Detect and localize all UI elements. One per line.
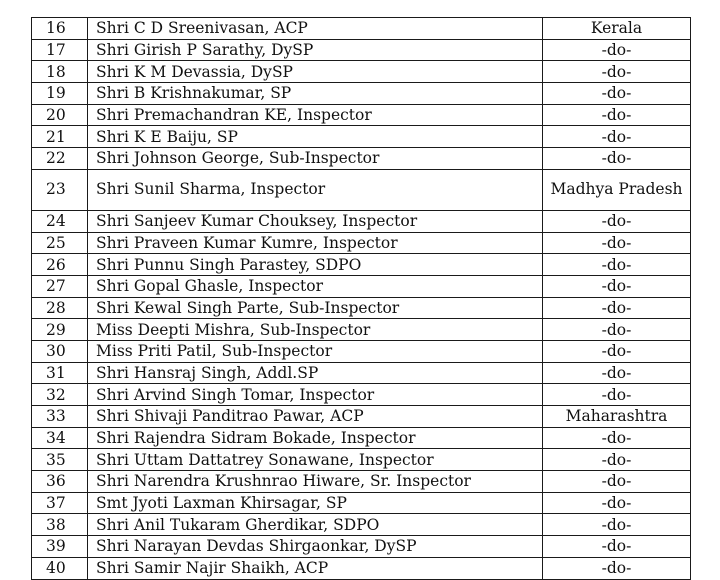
state-cell: -do- bbox=[543, 61, 691, 83]
officer-name-cell: Shri K M Devassia, DySP bbox=[88, 61, 543, 83]
officer-name-cell: Shri C D Sreenivasan, ACP bbox=[88, 18, 543, 40]
state-cell: Maharashtra bbox=[543, 406, 691, 428]
state-cell: -do- bbox=[543, 104, 691, 126]
state-cell: -do- bbox=[543, 254, 691, 276]
table-row bbox=[32, 471, 691, 493]
state-cell: -do- bbox=[543, 319, 691, 341]
table-row bbox=[32, 557, 691, 579]
state-cell: Madhya Pradesh bbox=[543, 169, 691, 210]
serial-number-cell: 21 bbox=[32, 126, 88, 148]
serial-number-cell: 33 bbox=[32, 406, 88, 428]
officer-name-cell: Shri Rajendra Sidram Bokade, Inspector bbox=[88, 427, 543, 449]
state-cell: -do- bbox=[543, 39, 691, 61]
officer-name-cell: Shri Praveen Kumar Kumre, Inspector bbox=[88, 232, 543, 254]
table-row bbox=[32, 169, 691, 210]
table-row bbox=[32, 362, 691, 384]
state-cell: -do- bbox=[543, 492, 691, 514]
state-cell: -do- bbox=[543, 471, 691, 493]
officer-name-cell: Shri Uttam Dattatrey Sonawane, Inspector bbox=[88, 449, 543, 471]
serial-number-cell: 28 bbox=[32, 297, 88, 319]
serial-number-cell: 17 bbox=[32, 39, 88, 61]
officer-name-cell: Shri Anil Tukaram Gherdikar, SDPO bbox=[88, 514, 543, 536]
officer-name-cell: Miss Deepti Mishra, Sub-Inspector bbox=[88, 319, 543, 341]
table-row bbox=[32, 104, 691, 126]
serial-number-cell: 37 bbox=[32, 492, 88, 514]
officer-name-cell: Shri Narendra Krushnrao Hiware, Sr. Inspector bbox=[88, 471, 543, 493]
table-body bbox=[32, 18, 691, 580]
serial-number-cell: 39 bbox=[32, 536, 88, 558]
state-cell: -do- bbox=[543, 384, 691, 406]
state-cell: -do- bbox=[543, 362, 691, 384]
state-cell: -do- bbox=[543, 340, 691, 362]
serial-number-cell: 25 bbox=[32, 232, 88, 254]
officer-name-cell: Shri Samir Najir Shaikh, ACP bbox=[88, 557, 543, 579]
table-row bbox=[32, 319, 691, 341]
table-row bbox=[32, 83, 691, 105]
serial-number-cell: 27 bbox=[32, 275, 88, 297]
serial-number-cell: 38 bbox=[32, 514, 88, 536]
serial-number-cell: 19 bbox=[32, 83, 88, 105]
state-cell: Kerala bbox=[543, 18, 691, 40]
table-row bbox=[32, 210, 691, 232]
officer-name-cell: Shri Premachandran KE, Inspector bbox=[88, 104, 543, 126]
table-row bbox=[32, 384, 691, 406]
state-cell: -do- bbox=[543, 514, 691, 536]
officer-name-cell: Miss Priti Patil, Sub-Inspector bbox=[88, 340, 543, 362]
table-row bbox=[32, 148, 691, 170]
awardees-table bbox=[31, 17, 691, 580]
table-row bbox=[32, 126, 691, 148]
serial-number-cell: 34 bbox=[32, 427, 88, 449]
table-row bbox=[32, 61, 691, 83]
serial-number-cell: 20 bbox=[32, 104, 88, 126]
state-cell: -do- bbox=[543, 83, 691, 105]
officer-name-cell: Shri Narayan Devdas Shirgaonkar, DySP bbox=[88, 536, 543, 558]
officer-name-cell: Shri Gopal Ghasle, Inspector bbox=[88, 275, 543, 297]
table-row bbox=[32, 297, 691, 319]
state-cell: -do- bbox=[543, 449, 691, 471]
serial-number-cell: 23 bbox=[32, 169, 88, 210]
table-row bbox=[32, 254, 691, 276]
serial-number-cell: 18 bbox=[32, 61, 88, 83]
officer-name-cell: Shri Johnson George, Sub-Inspector bbox=[88, 148, 543, 170]
serial-number-cell: 35 bbox=[32, 449, 88, 471]
officer-name-cell: Shri K E Baiju, SP bbox=[88, 126, 543, 148]
serial-number-cell: 26 bbox=[32, 254, 88, 276]
state-cell: -do- bbox=[543, 297, 691, 319]
serial-number-cell: 24 bbox=[32, 210, 88, 232]
officer-name-cell: Shri Punnu Singh Parastey, SDPO bbox=[88, 254, 543, 276]
table-row bbox=[32, 39, 691, 61]
serial-number-cell: 22 bbox=[32, 148, 88, 170]
table-row bbox=[32, 18, 691, 40]
state-cell: -do- bbox=[543, 126, 691, 148]
officer-name-cell: Shri B Krishnakumar, SP bbox=[88, 83, 543, 105]
serial-number-cell: 16 bbox=[32, 18, 88, 40]
serial-number-cell: 40 bbox=[32, 557, 88, 579]
serial-number-cell: 29 bbox=[32, 319, 88, 341]
officer-name-cell: Shri Sunil Sharma, Inspector bbox=[88, 169, 543, 210]
table-row bbox=[32, 536, 691, 558]
serial-number-cell: 31 bbox=[32, 362, 88, 384]
table-row bbox=[32, 492, 691, 514]
state-cell: -do- bbox=[543, 427, 691, 449]
officer-name-cell: Shri Shivaji Panditrao Pawar, ACP bbox=[88, 406, 543, 428]
officer-name-cell: Shri Kewal Singh Parte, Sub-Inspector bbox=[88, 297, 543, 319]
table-row bbox=[32, 427, 691, 449]
table-row bbox=[32, 406, 691, 428]
state-cell: -do- bbox=[543, 232, 691, 254]
table-row bbox=[32, 232, 691, 254]
state-cell: -do- bbox=[543, 536, 691, 558]
serial-number-cell: 36 bbox=[32, 471, 88, 493]
table-row bbox=[32, 340, 691, 362]
state-cell: -do- bbox=[543, 210, 691, 232]
officer-name-cell: Shri Girish P Sarathy, DySP bbox=[88, 39, 543, 61]
table-row bbox=[32, 449, 691, 471]
state-cell: -do- bbox=[543, 148, 691, 170]
officer-name-cell: Shri Arvind Singh Tomar, Inspector bbox=[88, 384, 543, 406]
officer-name-cell: Shri Hansraj Singh, Addl.SP bbox=[88, 362, 543, 384]
state-cell: -do- bbox=[543, 275, 691, 297]
serial-number-cell: 32 bbox=[32, 384, 88, 406]
table-row bbox=[32, 514, 691, 536]
state-cell: -do- bbox=[543, 557, 691, 579]
officer-name-cell: Smt Jyoti Laxman Khirsagar, SP bbox=[88, 492, 543, 514]
table-row bbox=[32, 275, 691, 297]
officer-name-cell: Shri Sanjeev Kumar Chouksey, Inspector bbox=[88, 210, 543, 232]
serial-number-cell: 30 bbox=[32, 340, 88, 362]
